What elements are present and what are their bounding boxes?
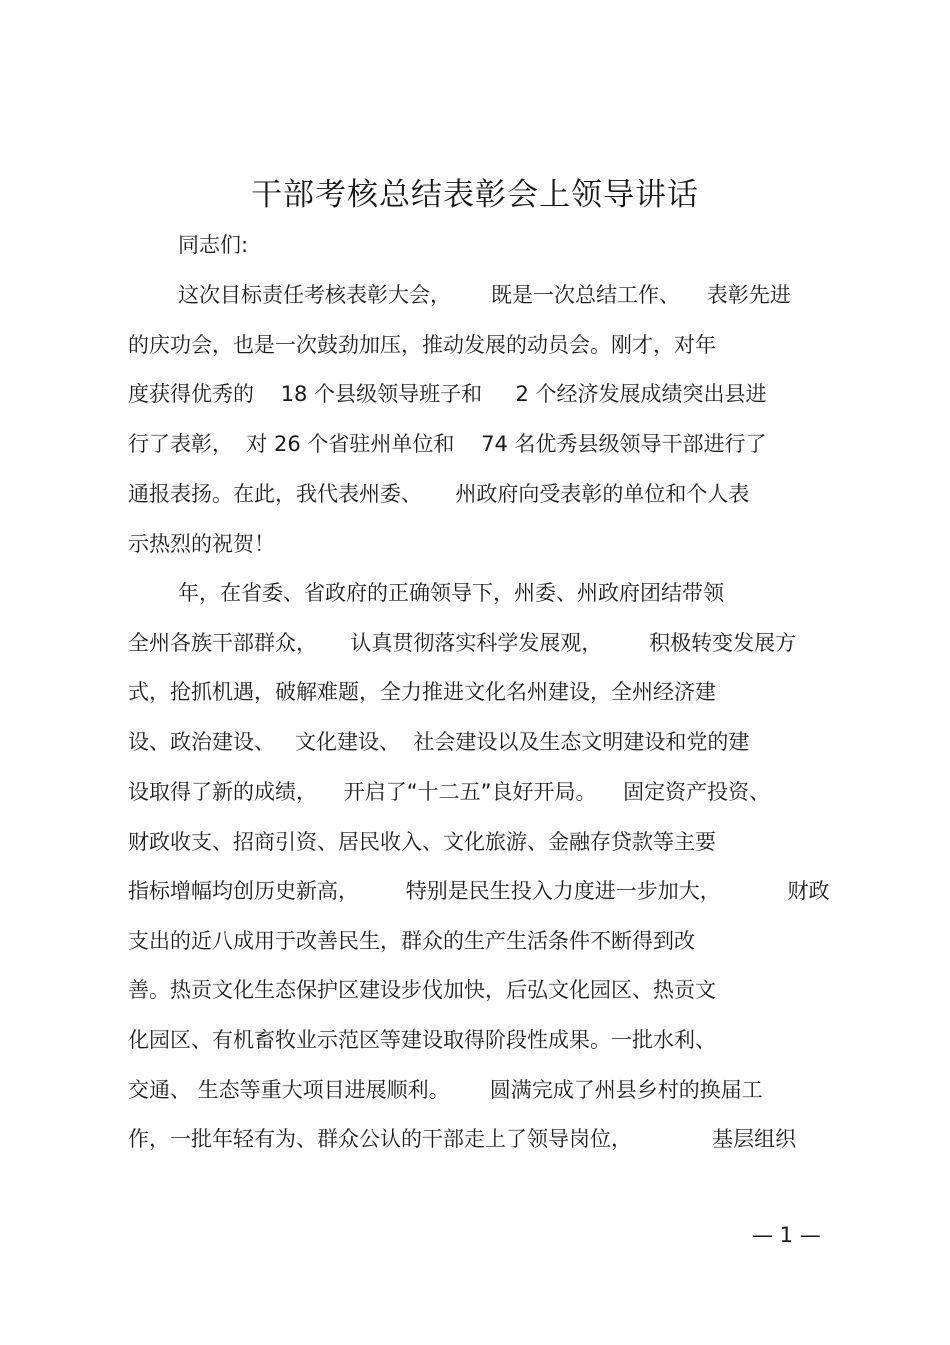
body-line: 设取得了新的成绩， 开启了“十二五”良好开局。 固定资产投资、 — [128, 780, 771, 804]
body-line: 作，一批年轻有为、群众公认的干部走上了领导岗位， 基层组织 — [128, 1127, 797, 1151]
body-line: 示热烈的祝贺！ — [128, 532, 275, 556]
page-number: — 1 — — [752, 1223, 821, 1247]
salutation: 同志们: — [178, 233, 249, 257]
body-line: 行了表彰， 对 26 个省驻州单位和 74 名优秀县级领导干部进行了 — [128, 432, 767, 456]
body-line: 化园区、有机畜牧业示范区等建设取得阶段性成果。一批水利、 — [128, 1028, 716, 1052]
body-line: 指标增幅均创历史新高， 特别是民生投入力度进一步加大， 财政 — [128, 879, 830, 903]
body-line: 支出的近八成用于改善民生，群众的生产生活条件不断得到改 — [128, 929, 695, 953]
document-title: 干部考核总结表彰会上领导讲话 — [251, 177, 699, 213]
body-line: 度获得优秀的 18 个县级领导班子和 2 个经济发展成绩突出县进 — [128, 382, 767, 406]
body-line: 交通、 生态等重大项目进展顺利。 圆满完成了州县乡村的换届工 — [128, 1078, 763, 1102]
body-line: 全州各族干部群众， 认真贯彻落实科学发展观， 积极转变发展方 — [128, 631, 797, 655]
body-line: 的庆功会，也是一次鼓劲加压，推动发展的动员会。刚才，对年 — [128, 333, 716, 357]
body-line: 善。热贡文化生态保护区建设步伐加快，后弘文化园区、热贡文 — [128, 978, 716, 1002]
body-line: 通报表扬。在此，我代表州委、 州政府向受表彰的单位和个人表 — [128, 482, 750, 506]
body-line: 年，在省委、省政府的正确领导下，州委、州政府团结带领 — [178, 581, 724, 605]
body-line: 设、政治建设、 文化建设、 社会建设以及生态文明建设和党的建 — [128, 730, 750, 754]
body-line: 式，抢抓机遇，破解难题，全力推进文化名州建设，全州经济建 — [128, 680, 716, 704]
body-line: 这次目标责任考核表彰大会， 既是一次总结工作、 表彰先进 — [178, 283, 791, 307]
body-line: 财政收支、招商引资、居民收入、文化旅游、金融存贷款等主要 — [128, 830, 716, 854]
